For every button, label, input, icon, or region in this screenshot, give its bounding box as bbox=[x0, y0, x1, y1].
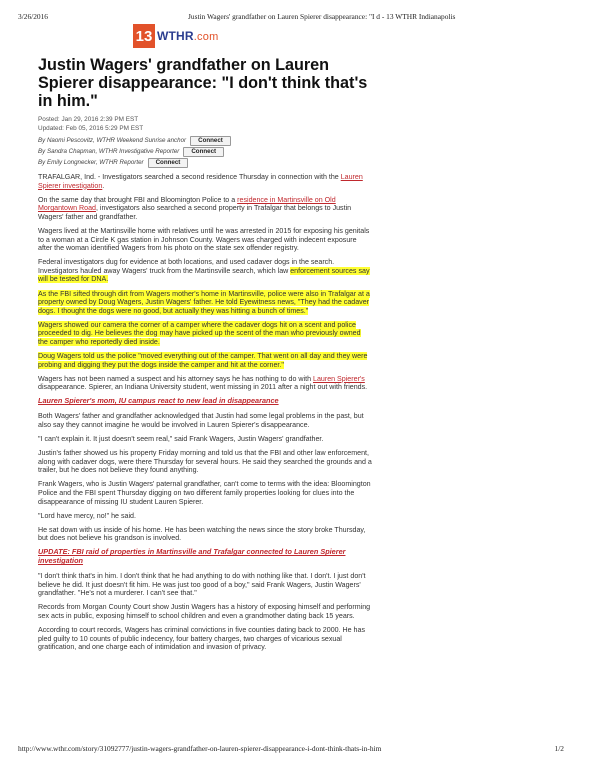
paragraph: Justin's father showed us his property Friday morning and told us that the FBI and other law enforcement, along with cadaver dogs, were there Thursday for several hours. He said they searched the grounds and a trailer, but he does not believe they found anything. bbox=[38, 449, 372, 475]
print-date: 3/26/2016 bbox=[18, 12, 48, 21]
highlighted-text: Doug Wagers told us the police "moved everything out of the camper. That went on all day and they were probing and digging they put the dogs inside the camper and hit at the corner." bbox=[38, 352, 368, 369]
paragraph: He sat down with us inside of his home. He has been watching the news since the story broke Thursday, but does not believe his grandson is involved. bbox=[38, 525, 366, 543]
byline bbox=[38, 157, 372, 168]
section-link-container bbox=[38, 548, 372, 566]
highlighted-paragraph bbox=[38, 352, 372, 369]
paragraph: According to court records, Wagers has criminal convictions in five counties dating back to 2000. He has pled guilty to 10 counts of public indecency, four battery charges, two charges of vicarious sexual gratification, and one charge each of intimidation and invasion of privacy. bbox=[38, 625, 365, 652]
highlighted-text: As the FBI sifted through dirt from Wagers mother's home in Martinsville, police were also in Trafalgar at a property owned by Doug Wagers, Justin Wagers' father. He told Eyewitness news, "They had the cadaver dogs. I thought the dogs were no good, but actually they was hitting a bunch of times." bbox=[38, 289, 370, 315]
logo-station-name bbox=[157, 29, 218, 43]
bylines bbox=[38, 135, 372, 168]
byline bbox=[38, 135, 372, 146]
print-page-title: Justin Wagers' grandfather on Lauren Spierer disappearance: "I d - 13 WTHR Indianapolis bbox=[188, 12, 456, 21]
byline-author: By Naomi Pescovitz, WTHR Weekend Sunrise anchor bbox=[38, 137, 187, 144]
byline-author: By Sandra Chapman, WTHR Investigative Reporter bbox=[38, 148, 180, 155]
article-dates bbox=[38, 116, 372, 133]
byline bbox=[38, 146, 372, 157]
paragraph-text: TRAFALGAR, Ind. - Investigators searched a second residence Thursday in connection with the bbox=[38, 173, 341, 181]
connect-button[interactable]: Connect bbox=[148, 158, 189, 168]
lauren-spierer-link[interactable]: Lauren Spierer's bbox=[313, 374, 365, 383]
paragraph bbox=[38, 196, 372, 222]
paragraph bbox=[38, 375, 372, 392]
paragraph-text: disappearance. Spierer, an Indiana University student, went missing in 2011 after a night out with friends. bbox=[38, 383, 368, 392]
highlighted-text: enforcement sources say will be tested for DNA. bbox=[38, 266, 370, 284]
article bbox=[38, 56, 372, 657]
spierer-investigation-link[interactable]: Lauren Spierer investigation bbox=[38, 173, 363, 190]
paragraph-text: . bbox=[102, 181, 105, 190]
related-story-link[interactable]: Lauren Spierer's mom, IU campus react to new lead in disappearance bbox=[38, 396, 279, 406]
paragraph: Wagers lived at the Martinsville home with relatives until he was arrested in 2015 for exposing his genitals to a woman at a Circle K gas station in Johnson County. Wagers was charged with indecent exposure after the woman identified Wagers from his photo on the state sex offender registry. bbox=[38, 226, 370, 253]
highlighted-paragraph bbox=[38, 290, 372, 316]
paragraph bbox=[38, 173, 372, 190]
paragraph: Frank Wagers, who is Justin Wagers' paternal grandfather, can't come to terms with the idea: Bloomington Police and the FBI spent Thursday digging on two different family properties looking for clues into the disappearance of missing IU student Lauren Spierer. bbox=[38, 480, 371, 506]
page-number: 1/2 bbox=[554, 744, 564, 753]
highlighted-text: Wagers showed our camera the corner of a camper where the cadaver dogs hit on a scent and police proceeded to dig. He believes the dog may have picked up the scent of the man who previously owned the camper who reportedly died inside. bbox=[38, 320, 361, 346]
paragraph-text: Wagers has not been named a suspect and his attorney says he has nothing to do with bbox=[38, 374, 313, 383]
paragraph bbox=[38, 258, 372, 284]
update-story-link[interactable]: UPDATE: FBI raid of properties in Martinsville and Trafalgar connected to Lauren Spierer investigation bbox=[38, 547, 346, 566]
martinsville-residence-link[interactable]: residence in Martinsville on Old Morgantown Road bbox=[38, 195, 336, 213]
article-headline: Justin Wagers' grandfather on Lauren Spierer disappearance: "I don't think that's in him." bbox=[38, 56, 368, 110]
paragraph: Records from Morgan County Court show Justin Wagers has a history of exposing himself and performing sex acts in public, exposing himself to school children and even a grandmother dating back 15 years. bbox=[38, 603, 371, 620]
logo-domain: .com bbox=[193, 31, 219, 43]
updated-date: Updated: Feb 05, 2016 5:29 PM EST bbox=[38, 124, 144, 132]
connect-button[interactable]: Connect bbox=[190, 136, 231, 146]
paragraph-text: , investigators also searched a second property in Trafalgar that belongs to Justin Wagers' father and grandfather. bbox=[38, 204, 352, 221]
paragraph-text: On the same day that brought FBI and Bloomington Police to a bbox=[38, 195, 238, 204]
print-url: http://www.wthr.com/story/31092777/justin-wagers-grandfather-on-lauren-spierer-disappearance-i-dont-think-thats-in-him bbox=[18, 744, 382, 753]
paragraph: "I don't think that's in him. I don't think that he had anything to do with nothing like that. I don't. I just don't believe he did. It just doesn't fit him. He was just too good of a boy," said Frank Wagers, Justin Wagers' grandfather. "He's not a murderer. I can't see that." bbox=[38, 571, 366, 598]
paragraph-text: Federal investigators dug for evidence at both locations, and used cadaver dogs in the search. Investigators hauled away Wagers' truck from the Martinsville search, which law bbox=[38, 258, 335, 275]
paragraph: "I can't explain it. It just doesn't seem real," said Frank Wagers, Justin Wagers' grandfather. bbox=[38, 434, 324, 443]
wthr-logo[interactable] bbox=[133, 24, 218, 48]
byline-author: By Emily Longnecker, WTHR Reporter bbox=[38, 159, 144, 166]
posted-date: Posted: Jan 29, 2016 2:39 PM EST bbox=[38, 116, 139, 123]
highlighted-paragraph bbox=[38, 321, 372, 347]
paragraph: "Lord have mercy, no!" he said. bbox=[38, 511, 136, 520]
paragraph: Both Wagers' father and grandfather acknowledged that Justin had some legal problems in the past, but also say they cannot imagine he would be involved in Lauren Spierer's disappearance. bbox=[38, 412, 364, 429]
logo-channel-number: 13 bbox=[133, 24, 155, 48]
article-body bbox=[38, 173, 372, 652]
connect-button[interactable]: Connect bbox=[183, 147, 224, 157]
section-link-container bbox=[38, 397, 372, 406]
logo-name: WTHR bbox=[157, 29, 194, 43]
